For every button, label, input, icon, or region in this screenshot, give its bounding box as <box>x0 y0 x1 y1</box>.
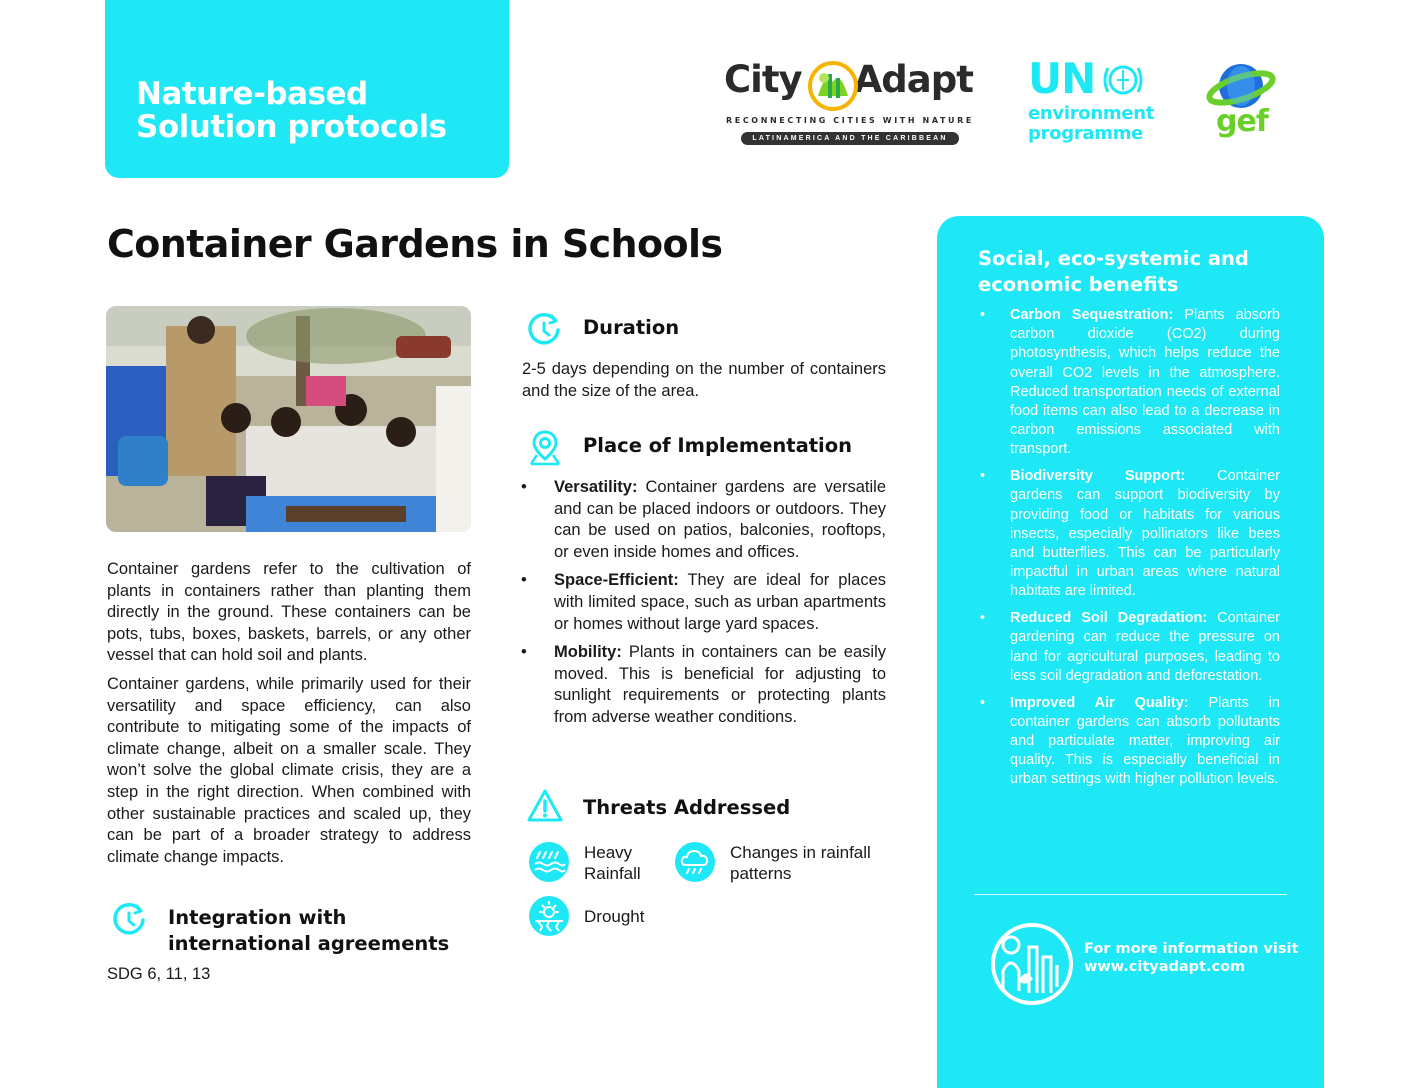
item-text: Container gardens can support biodiversity by providing food or habitats for various insects, especially pollinators like bees and butterflies. This can be particularly impactful in urban areas where natural habitats are limited. <box>1010 468 1280 600</box>
website-link[interactable]: www.cityadapt.com <box>1084 959 1246 975</box>
threat-label-line: patterns <box>730 864 792 883</box>
place-heading: Place of Implementation <box>583 434 853 457</box>
cityadapt-region: LATINAMERICA AND THE CARIBBEAN <box>741 132 959 145</box>
list-item <box>980 467 1280 601</box>
cityadapt-emblem-icon <box>989 921 1075 1007</box>
item-term: Biodiversity Support: <box>1010 468 1186 485</box>
location-pin-icon <box>526 428 564 466</box>
bullet-dot: • <box>980 610 986 627</box>
threat-label-line: Changes in rainfall <box>730 843 871 862</box>
threat-label-rainfall-patterns <box>730 842 871 884</box>
badge-title-line1: Nature-based <box>136 76 368 112</box>
clock-icon <box>110 901 148 939</box>
list-item <box>980 306 1280 460</box>
badge-title-line2: Solution protocols <box>136 109 447 145</box>
item-term: Carbon Sequestration: <box>1010 307 1174 323</box>
rain-cloud-icon <box>675 842 715 882</box>
item-text: Plants absorb carbon dioxide (CO2) during photosynthesis, which helps reduce the overall CO2 levels in the atmosphere. Reduced transportation needs of external food items can also lead to a decrease in carbon emissions associated with transport. <box>1010 307 1280 458</box>
item-term: Improved Air Quality: <box>1010 694 1189 711</box>
gef-logo <box>1206 58 1276 142</box>
duration-clock-icon <box>525 311 563 349</box>
divider <box>974 894 1287 895</box>
item-text: Plants in container gardens can absorb pollutants and particulate matter, improving air quality. This is especially beneficial in urban settings with higher pollution levels. <box>1010 694 1280 788</box>
item-term: Reduced Soil Degradation: <box>1010 610 1208 627</box>
more-info-text <box>1084 940 1298 976</box>
school-garden-photo <box>106 306 471 532</box>
list-item <box>520 477 886 563</box>
item-text: Container gardening can reduce the pressure on land for agricultural purposes, leading to less soil degradation and deforestation. <box>1010 610 1280 684</box>
un-environment-logo <box>1028 54 1155 148</box>
cityadapt-word-city: City <box>724 58 802 101</box>
duration-text: 2-5 days depending on the number of containers and the size of the area. <box>522 360 886 400</box>
gef-wordmark: gef <box>1216 104 1268 139</box>
integration-heading-line1: Integration with <box>168 906 347 929</box>
duration-heading: Duration <box>583 316 680 339</box>
cityadapt-tagline: RECONNECTING CITIES WITH NATURE <box>726 116 974 125</box>
intro-paragraph-1: Container gardens refer to the cultivation of plants in containers rather than planting them directly in the ground. These containers can be pots, tubs, boxes, baskets, barrels, or any other vessel that can hold soil and plants. <box>107 560 471 665</box>
threats-heading: Threats Addressed <box>583 796 791 819</box>
bullet-dot: • <box>980 468 986 485</box>
list-item <box>520 642 886 728</box>
integration-heading-line2: international agreements <box>168 932 450 955</box>
protocol-badge <box>105 0 509 178</box>
page-title: Container Gardens in Schools <box>107 222 723 266</box>
integration-text: SDG 6, 11, 13 <box>107 965 211 983</box>
list-item <box>980 694 1280 790</box>
bullet-dot: • <box>521 643 527 662</box>
threat-label-heavy-rainfall <box>584 842 641 884</box>
list-item <box>980 609 1280 686</box>
item-text: Container gardens are versatile and can be placed indoors or outdoors. They can be used on patios, balconies, rooftops, or even inside homes and offices. <box>554 478 886 561</box>
bullet-dot: • <box>980 694 986 711</box>
un-globe-icon <box>1100 60 1146 100</box>
item-text: They are ideal for places with limited space, such as urban apartments or homes without large yard spaces. <box>554 571 886 633</box>
list-item <box>520 570 886 635</box>
warning-icon <box>526 787 564 825</box>
intro-paragraph-2: Container gardens, while primarily used for their versatility and space efficiency, can also contribute to mitigating some of the impacts of climate change, albeit on a smaller scale. They won’t solve the global climate crisis, they are a step in the right direction. When combined with other sustainable practices and scaled up, they can be part of a broader strategy to address climate change impacts. <box>107 675 471 866</box>
integration-heading <box>168 905 449 957</box>
benefits-heading: Social, eco-systemic and economic benefits <box>978 247 1249 296</box>
item-text: Plants in containers can be easily moved. This is beneficial for adjusting to sunlight requirements or protecting plants from adverse weather conditions. <box>554 643 886 726</box>
heavy-rainfall-icon <box>529 842 569 882</box>
benefits-list <box>980 306 1280 797</box>
item-term: Mobility: <box>554 643 622 662</box>
more-info-line1: For more information visit <box>1084 941 1299 957</box>
un-wordmark: UN <box>1028 54 1096 103</box>
bullet-dot: • <box>980 307 986 323</box>
un-line-programme: programme <box>1028 123 1144 144</box>
threat-label-line: Rainfall <box>584 864 641 883</box>
cityadapt-logo <box>722 58 978 148</box>
place-list <box>520 477 886 736</box>
item-term: Versatility: <box>554 478 638 496</box>
item-term: Space-Efficient: <box>554 571 679 590</box>
threat-label-drought: Drought <box>584 907 645 926</box>
cityadapt-word-adapt: Adapt <box>853 58 973 101</box>
un-line-environment: environment <box>1028 103 1155 124</box>
bullet-dot: • <box>521 478 527 496</box>
threat-label-line: Heavy <box>584 843 633 862</box>
bullet-dot: • <box>521 571 527 590</box>
cityadapt-emblem-icon <box>806 60 860 112</box>
benefits-panel <box>937 216 1324 1088</box>
drought-icon <box>529 896 569 936</box>
